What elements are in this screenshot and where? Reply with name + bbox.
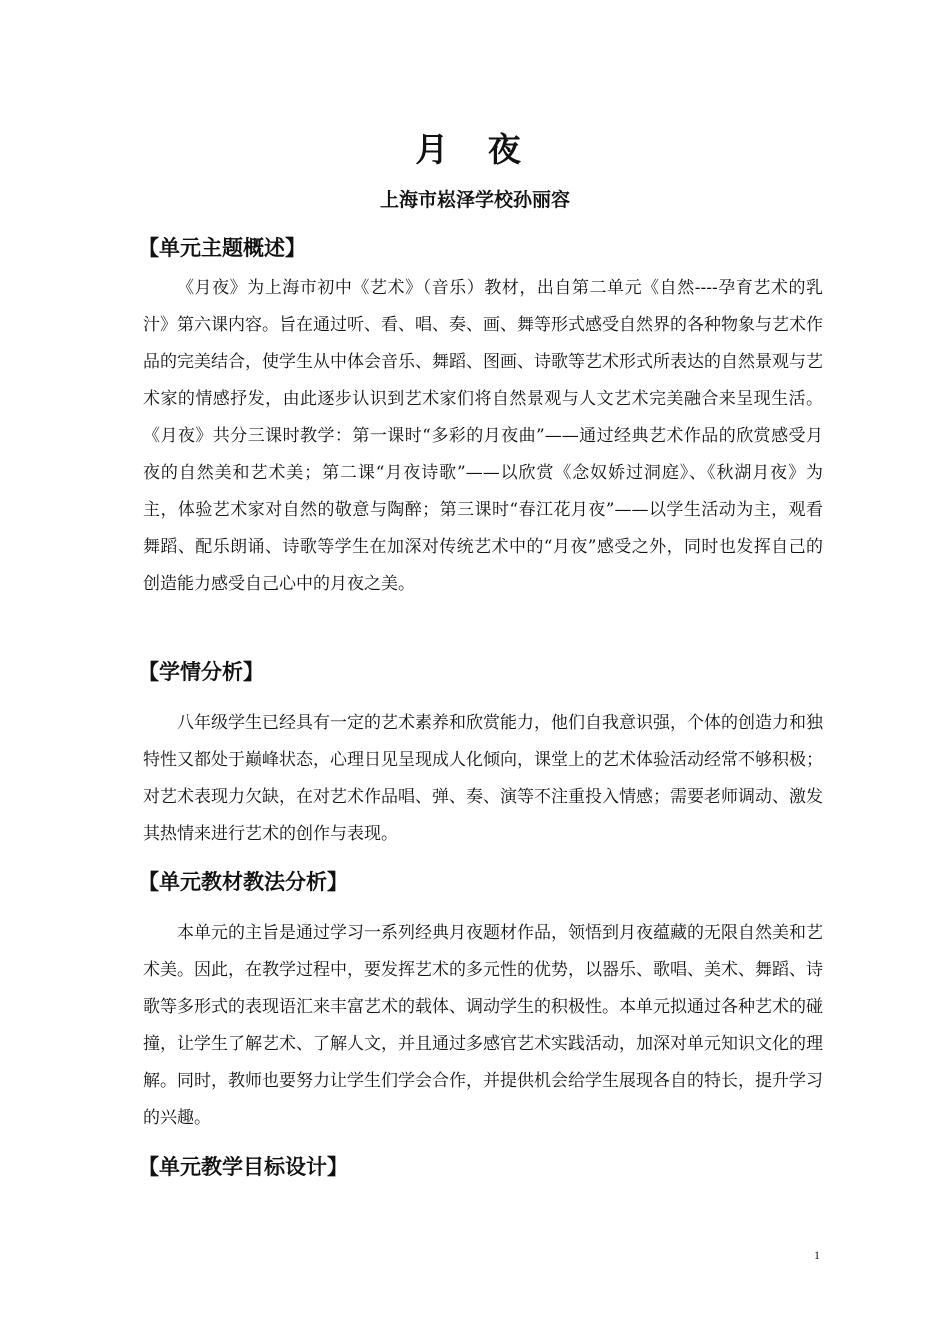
page-number: 1 bbox=[814, 1248, 820, 1262]
section-paragraph-learning-analysis: 八年级学生已经具有一定的艺术素养和欣赏能力，他们自我意识强，个体的创造力和独特性又都处于巅峰状态，心理日见呈现成人化倾向，课堂上的艺术体验活动经常不够积极；对艺术表现力欠缺，在对艺术作品唱、弹、奏、演等不注重投入情感；需要老师调动、激发其热情来进行艺术的创作与表现。 bbox=[143, 713, 823, 844]
document-author: 上海市崧泽学校孙丽容 bbox=[379, 189, 570, 211]
document-title: 月 夜 bbox=[415, 130, 535, 169]
section-heading-unit-theme: 【单元主题概述】 bbox=[138, 236, 306, 260]
section-heading-teaching-method: 【单元教材教法分析】 bbox=[138, 870, 348, 894]
section-heading-learning-analysis: 【学情分析】 bbox=[138, 660, 264, 684]
section-paragraph-teaching-method: 本单元的主旨是通过学习一系列经典月夜题材作品，领悟到月夜蕴藏的无限自然美和艺术美。因此，在教学过程中，要发挥艺术的多元性的优势，以器乐、歌唱、美术、舞蹈、诗歌等多形式的表现语汇来丰富艺术的载体、调动学生的积极性。本单元拟通过各种艺术的碰撞，让学生了解艺术、了解人文，并且通过多感官艺术实践活动，加深对单元知识文化的理解。同时，教师也要努力让学生们学会合作，并提供机会给学生展现各自的特长，提升学习的兴趣。 bbox=[143, 923, 823, 1128]
section-heading-teaching-goals: 【单元教学目标设计】 bbox=[138, 1155, 348, 1179]
section-paragraph-unit-theme: 《月夜》为上海市初中《艺术》（音乐）教材，出自第二单元《自然----孕育艺术的乳汁》第六课内容。旨在通过听、看、唱、奏、画、舞等形式感受自然界的各种物象与艺术作品的完美结合，使学生从中体会音乐、舞蹈、图画、诗歌等艺术形式所表达的自然景观与艺术家的情感抒发，由此逐步认识到艺术家们将自然景观与人文艺术完美融合来呈现生活。《月夜》共分三课时教学：第一课时“多彩的月夜曲”——通过经典艺术作品的欣赏感受月夜的自然美和艺术美；第二课“月夜诗歌”——以欣赏《念奴娇过洞庭》、《秋湖月夜》为主，体验艺术家对自然的敬意与陶醉；第三课时“春江花月夜”——以学生活动为主，观看舞蹈、配乐朗诵、诗歌等学生在加深对传统艺术中的“月夜”感受之外，同时也发挥自己的创造能力感受自己心中的月夜之美。 bbox=[143, 278, 823, 594]
